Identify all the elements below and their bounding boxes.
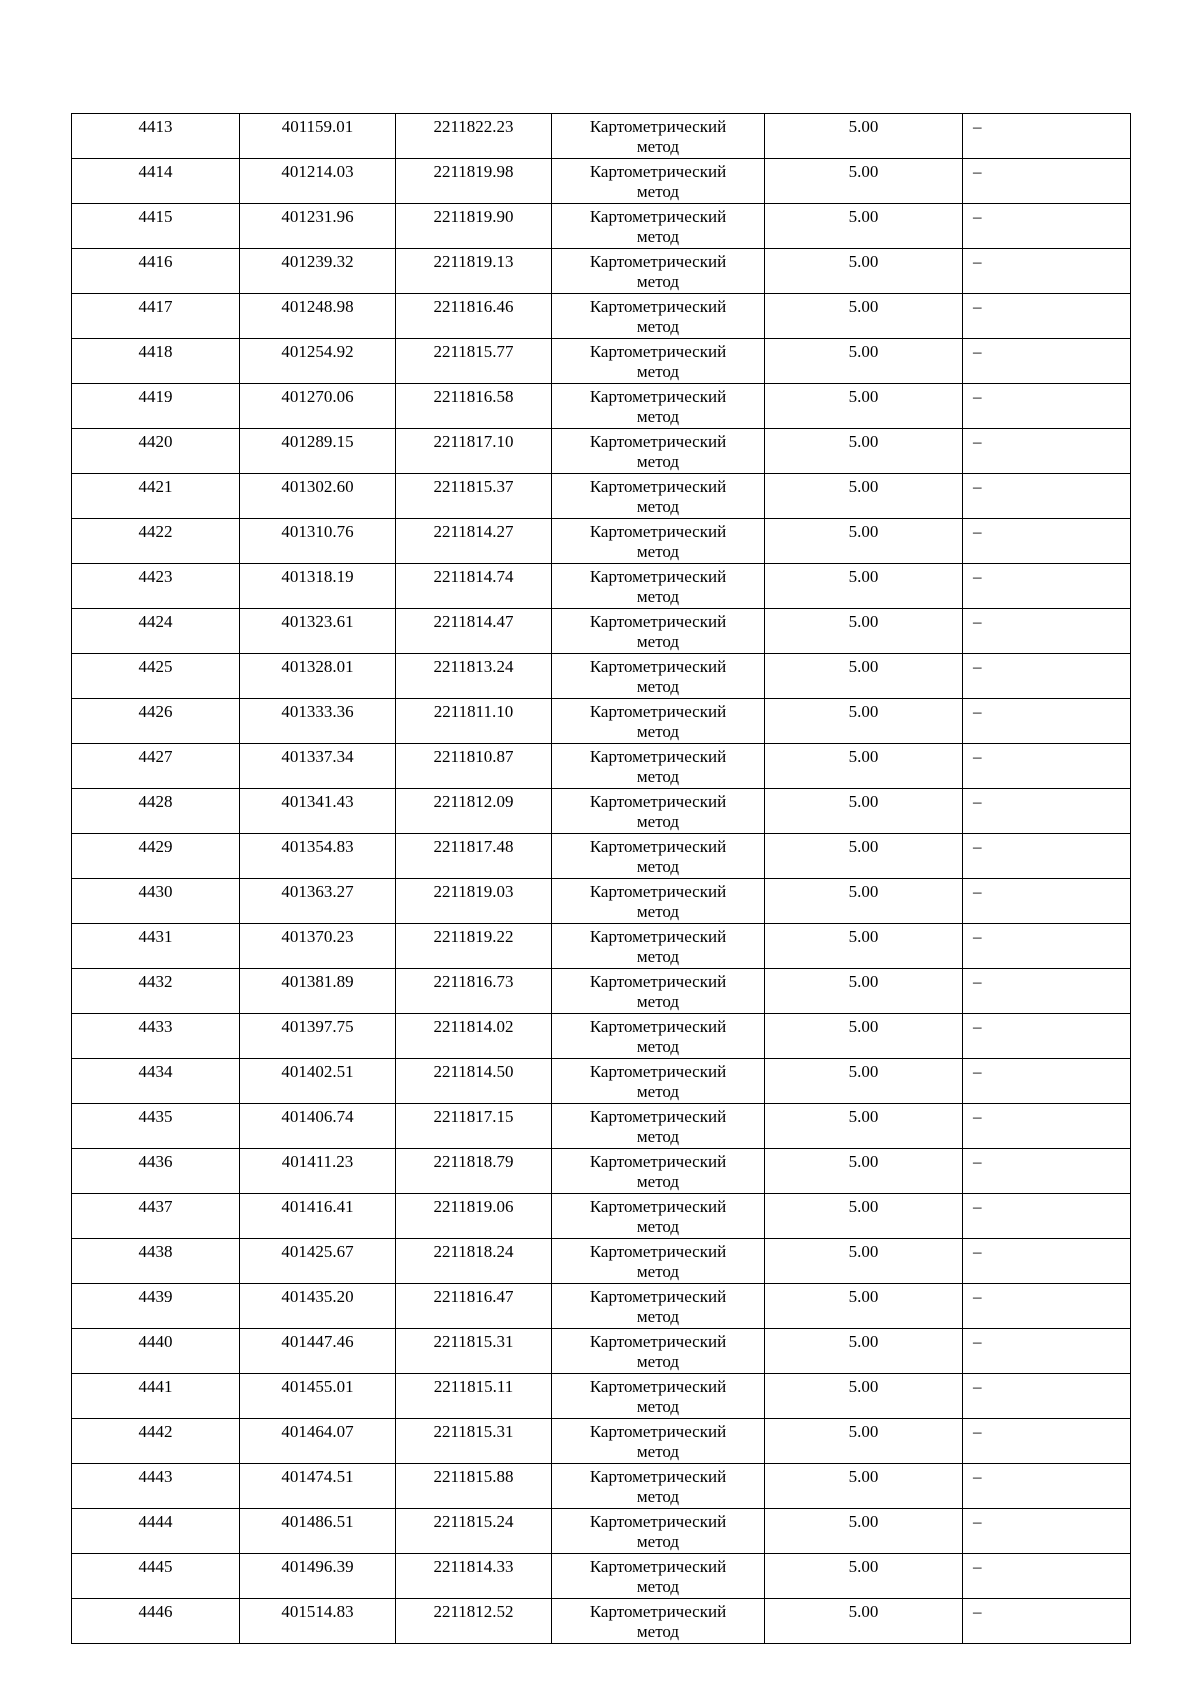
method-text: Картометрический метод (589, 297, 727, 336)
point-number-cell: 4422 (72, 519, 240, 564)
point-number-cell: 4427 (72, 744, 240, 789)
note-cell: – (963, 1374, 1131, 1419)
x-coordinate-cell: 401159.01 (240, 114, 396, 159)
x-coordinate-cell: 401486.51 (240, 1509, 396, 1554)
note-cell: – (963, 654, 1131, 699)
precision-cell: 5.00 (765, 609, 963, 654)
method-cell (552, 1149, 765, 1194)
method-cell (552, 699, 765, 744)
method-text: Картометрический метод (589, 1467, 727, 1506)
method-cell (552, 474, 765, 519)
method-cell (552, 1554, 765, 1599)
method-text: Картометрический метод (589, 837, 727, 876)
point-number-cell: 4443 (72, 1464, 240, 1509)
y-coordinate-cell: 2211818.24 (396, 1239, 552, 1284)
point-number-cell: 4413 (72, 114, 240, 159)
method-text: Картометрический метод (589, 432, 727, 471)
y-coordinate-cell: 2211814.47 (396, 609, 552, 654)
method-text: Картометрический метод (589, 1287, 727, 1326)
precision-cell: 5.00 (765, 699, 963, 744)
point-number-cell: 4424 (72, 609, 240, 654)
x-coordinate-cell: 401435.20 (240, 1284, 396, 1329)
y-coordinate-cell: 2211816.73 (396, 969, 552, 1014)
precision-cell: 5.00 (765, 1554, 963, 1599)
precision-cell: 5.00 (765, 1509, 963, 1554)
note-cell: – (963, 834, 1131, 879)
precision-cell: 5.00 (765, 1014, 963, 1059)
x-coordinate-cell: 401354.83 (240, 834, 396, 879)
y-coordinate-cell: 2211814.02 (396, 1014, 552, 1059)
note-cell: – (963, 249, 1131, 294)
precision-cell: 5.00 (765, 474, 963, 519)
method-text: Картометрический метод (589, 1107, 727, 1146)
note-cell: – (963, 924, 1131, 969)
y-coordinate-cell: 2211812.52 (396, 1599, 552, 1644)
y-coordinate-cell: 2211814.74 (396, 564, 552, 609)
method-cell (552, 384, 765, 429)
note-cell: – (963, 609, 1131, 654)
method-cell (552, 1239, 765, 1284)
y-coordinate-cell: 2211815.31 (396, 1329, 552, 1374)
precision-cell: 5.00 (765, 1419, 963, 1464)
table-row (72, 1554, 1131, 1599)
x-coordinate-cell: 401397.75 (240, 1014, 396, 1059)
precision-cell: 5.00 (765, 1059, 963, 1104)
method-text: Картометрический метод (589, 522, 727, 561)
point-number-cell: 4420 (72, 429, 240, 474)
method-cell (552, 1509, 765, 1554)
precision-cell: 5.00 (765, 429, 963, 474)
note-cell: – (963, 564, 1131, 609)
method-text: Картометрический метод (589, 387, 727, 426)
table-row (72, 1194, 1131, 1239)
point-number-cell: 4431 (72, 924, 240, 969)
note-cell: – (963, 1059, 1131, 1104)
note-cell: – (963, 384, 1131, 429)
table-row (72, 879, 1131, 924)
y-coordinate-cell: 2211817.10 (396, 429, 552, 474)
method-cell (552, 249, 765, 294)
precision-cell: 5.00 (765, 564, 963, 609)
precision-cell: 5.00 (765, 1599, 963, 1644)
x-coordinate-cell: 401363.27 (240, 879, 396, 924)
y-coordinate-cell: 2211812.09 (396, 789, 552, 834)
method-cell (552, 744, 765, 789)
y-coordinate-cell: 2211815.24 (396, 1509, 552, 1554)
method-cell (552, 294, 765, 339)
precision-cell: 5.00 (765, 924, 963, 969)
x-coordinate-cell: 401447.46 (240, 1329, 396, 1374)
y-coordinate-cell: 2211816.47 (396, 1284, 552, 1329)
method-text: Картометрический метод (589, 567, 727, 606)
note-cell: – (963, 474, 1131, 519)
table-row (72, 204, 1131, 249)
y-coordinate-cell: 2211817.48 (396, 834, 552, 879)
point-number-cell: 4419 (72, 384, 240, 429)
method-cell (552, 1374, 765, 1419)
note-cell: – (963, 1239, 1131, 1284)
y-coordinate-cell: 2211819.13 (396, 249, 552, 294)
table-row (72, 384, 1131, 429)
method-text: Картометрический метод (589, 1242, 727, 1281)
x-coordinate-cell: 401496.39 (240, 1554, 396, 1599)
table-row (72, 294, 1131, 339)
x-coordinate-cell: 401411.23 (240, 1149, 396, 1194)
y-coordinate-cell: 2211814.33 (396, 1554, 552, 1599)
precision-cell: 5.00 (765, 789, 963, 834)
note-cell: – (963, 1509, 1131, 1554)
note-cell: – (963, 1419, 1131, 1464)
coordinates-table (71, 113, 1131, 1644)
note-cell: – (963, 294, 1131, 339)
table-row (72, 834, 1131, 879)
point-number-cell: 4414 (72, 159, 240, 204)
method-cell (552, 789, 765, 834)
method-text: Картометрический метод (589, 1422, 727, 1461)
y-coordinate-cell: 2211815.11 (396, 1374, 552, 1419)
table-row (72, 1599, 1131, 1644)
table-row (72, 654, 1131, 699)
precision-cell: 5.00 (765, 969, 963, 1014)
method-cell (552, 879, 765, 924)
method-cell (552, 204, 765, 249)
note-cell: – (963, 519, 1131, 564)
point-number-cell: 4445 (72, 1554, 240, 1599)
method-text: Картометрический метод (589, 792, 727, 831)
y-coordinate-cell: 2211814.50 (396, 1059, 552, 1104)
point-number-cell: 4446 (72, 1599, 240, 1644)
method-cell (552, 1329, 765, 1374)
table-row (72, 1329, 1131, 1374)
point-number-cell: 4429 (72, 834, 240, 879)
method-text: Картометрический метод (589, 1062, 727, 1101)
point-number-cell: 4433 (72, 1014, 240, 1059)
table-row (72, 1374, 1131, 1419)
point-number-cell: 4439 (72, 1284, 240, 1329)
method-text: Картометрический метод (589, 162, 727, 201)
method-cell (552, 339, 765, 384)
y-coordinate-cell: 2211815.77 (396, 339, 552, 384)
x-coordinate-cell: 401514.83 (240, 1599, 396, 1644)
note-cell: – (963, 339, 1131, 384)
x-coordinate-cell: 401318.19 (240, 564, 396, 609)
table-row (72, 1149, 1131, 1194)
precision-cell: 5.00 (765, 294, 963, 339)
point-number-cell: 4444 (72, 1509, 240, 1554)
note-cell: – (963, 744, 1131, 789)
precision-cell: 5.00 (765, 1284, 963, 1329)
y-coordinate-cell: 2211815.88 (396, 1464, 552, 1509)
y-coordinate-cell: 2211811.10 (396, 699, 552, 744)
x-coordinate-cell: 401328.01 (240, 654, 396, 699)
note-cell: – (963, 699, 1131, 744)
x-coordinate-cell: 401455.01 (240, 1374, 396, 1419)
method-cell (552, 834, 765, 879)
note-cell: – (963, 1014, 1131, 1059)
y-coordinate-cell: 2211810.87 (396, 744, 552, 789)
point-number-cell: 4432 (72, 969, 240, 1014)
method-text: Картометрический метод (589, 927, 727, 966)
x-coordinate-cell: 401370.23 (240, 924, 396, 969)
x-coordinate-cell: 401323.61 (240, 609, 396, 654)
point-number-cell: 4434 (72, 1059, 240, 1104)
x-coordinate-cell: 401239.32 (240, 249, 396, 294)
point-number-cell: 4437 (72, 1194, 240, 1239)
note-cell: – (963, 879, 1131, 924)
method-text: Картометрический метод (589, 747, 727, 786)
table-row (72, 1419, 1131, 1464)
precision-cell: 5.00 (765, 384, 963, 429)
method-text: Картометрический метод (589, 477, 727, 516)
precision-cell: 5.00 (765, 339, 963, 384)
method-text: Картометрический метод (589, 972, 727, 1011)
point-number-cell: 4426 (72, 699, 240, 744)
point-number-cell: 4416 (72, 249, 240, 294)
point-number-cell: 4438 (72, 1239, 240, 1284)
table-row (72, 1059, 1131, 1104)
table-row (72, 744, 1131, 789)
precision-cell: 5.00 (765, 1464, 963, 1509)
method-text: Картометрический метод (589, 207, 727, 246)
x-coordinate-cell: 401402.51 (240, 1059, 396, 1104)
point-number-cell: 4418 (72, 339, 240, 384)
table-row (72, 114, 1131, 159)
x-coordinate-cell: 401254.92 (240, 339, 396, 384)
x-coordinate-cell: 401406.74 (240, 1104, 396, 1149)
x-coordinate-cell: 401270.06 (240, 384, 396, 429)
method-text: Картометрический метод (589, 657, 727, 696)
note-cell: – (963, 1149, 1131, 1194)
x-coordinate-cell: 401416.41 (240, 1194, 396, 1239)
precision-cell: 5.00 (765, 1104, 963, 1149)
table-row (72, 924, 1131, 969)
note-cell: – (963, 159, 1131, 204)
method-cell (552, 519, 765, 564)
method-cell (552, 1419, 765, 1464)
method-cell (552, 1014, 765, 1059)
method-text: Картометрический метод (589, 342, 727, 381)
x-coordinate-cell: 401310.76 (240, 519, 396, 564)
coordinates-table-body (72, 114, 1131, 1644)
table-row (72, 969, 1131, 1014)
table-row (72, 249, 1131, 294)
y-coordinate-cell: 2211818.79 (396, 1149, 552, 1194)
y-coordinate-cell: 2211816.58 (396, 384, 552, 429)
x-coordinate-cell: 401474.51 (240, 1464, 396, 1509)
point-number-cell: 4435 (72, 1104, 240, 1149)
table-row (72, 519, 1131, 564)
method-cell (552, 1464, 765, 1509)
x-coordinate-cell: 401464.07 (240, 1419, 396, 1464)
method-text: Картометрический метод (589, 1197, 727, 1236)
precision-cell: 5.00 (765, 204, 963, 249)
precision-cell: 5.00 (765, 1194, 963, 1239)
method-text: Картометрический метод (589, 1557, 727, 1596)
table-row (72, 564, 1131, 609)
method-cell (552, 654, 765, 699)
y-coordinate-cell: 2211819.98 (396, 159, 552, 204)
precision-cell: 5.00 (765, 519, 963, 564)
precision-cell: 5.00 (765, 159, 963, 204)
point-number-cell: 4436 (72, 1149, 240, 1194)
table-row (72, 1239, 1131, 1284)
note-cell: – (963, 1104, 1131, 1149)
point-number-cell: 4417 (72, 294, 240, 339)
note-cell: – (963, 1284, 1131, 1329)
table-row (72, 1014, 1131, 1059)
table-row (72, 1464, 1131, 1509)
precision-cell: 5.00 (765, 249, 963, 294)
y-coordinate-cell: 2211815.37 (396, 474, 552, 519)
x-coordinate-cell: 401333.36 (240, 699, 396, 744)
method-text: Картометрический метод (589, 702, 727, 741)
y-coordinate-cell: 2211814.27 (396, 519, 552, 564)
note-cell: – (963, 1554, 1131, 1599)
method-text: Картометрический метод (589, 1512, 727, 1551)
y-coordinate-cell: 2211819.90 (396, 204, 552, 249)
table-row (72, 1509, 1131, 1554)
note-cell: – (963, 1599, 1131, 1644)
precision-cell: 5.00 (765, 744, 963, 789)
y-coordinate-cell: 2211815.31 (396, 1419, 552, 1464)
method-cell (552, 609, 765, 654)
method-text: Картометрический метод (589, 1602, 727, 1641)
precision-cell: 5.00 (765, 1374, 963, 1419)
method-cell (552, 1104, 765, 1149)
x-coordinate-cell: 401214.03 (240, 159, 396, 204)
x-coordinate-cell: 401337.34 (240, 744, 396, 789)
y-coordinate-cell: 2211813.24 (396, 654, 552, 699)
precision-cell: 5.00 (765, 1329, 963, 1374)
method-cell (552, 1284, 765, 1329)
precision-cell: 5.00 (765, 879, 963, 924)
note-cell: – (963, 429, 1131, 474)
note-cell: – (963, 969, 1131, 1014)
table-row (72, 699, 1131, 744)
precision-cell: 5.00 (765, 834, 963, 879)
precision-cell: 5.00 (765, 1149, 963, 1194)
method-text: Картометрический метод (589, 252, 727, 291)
x-coordinate-cell: 401289.15 (240, 429, 396, 474)
note-cell: – (963, 114, 1131, 159)
method-text: Картометрический метод (589, 1017, 727, 1056)
precision-cell: 5.00 (765, 1239, 963, 1284)
method-cell (552, 924, 765, 969)
y-coordinate-cell: 2211819.03 (396, 879, 552, 924)
method-cell (552, 564, 765, 609)
x-coordinate-cell: 401231.96 (240, 204, 396, 249)
method-cell (552, 1059, 765, 1104)
x-coordinate-cell: 401381.89 (240, 969, 396, 1014)
note-cell: – (963, 1464, 1131, 1509)
note-cell: – (963, 789, 1131, 834)
point-number-cell: 4423 (72, 564, 240, 609)
method-text: Картометрический метод (589, 1332, 727, 1371)
precision-cell: 5.00 (765, 654, 963, 699)
method-text: Картометрический метод (589, 882, 727, 921)
y-coordinate-cell: 2211819.22 (396, 924, 552, 969)
table-row (72, 1284, 1131, 1329)
y-coordinate-cell: 2211817.15 (396, 1104, 552, 1149)
note-cell: – (963, 1194, 1131, 1239)
table-row (72, 1104, 1131, 1149)
point-number-cell: 4425 (72, 654, 240, 699)
table-row (72, 609, 1131, 654)
method-text: Картометрический метод (589, 1377, 727, 1416)
precision-cell: 5.00 (765, 114, 963, 159)
table-row (72, 429, 1131, 474)
y-coordinate-cell: 2211822.23 (396, 114, 552, 159)
method-cell (552, 114, 765, 159)
point-number-cell: 4428 (72, 789, 240, 834)
table-row (72, 789, 1131, 834)
method-text: Картометрический метод (589, 1152, 727, 1191)
method-cell (552, 159, 765, 204)
x-coordinate-cell: 401425.67 (240, 1239, 396, 1284)
method-cell (552, 1194, 765, 1239)
point-number-cell: 4441 (72, 1374, 240, 1419)
point-number-cell: 4442 (72, 1419, 240, 1464)
x-coordinate-cell: 401302.60 (240, 474, 396, 519)
point-number-cell: 4430 (72, 879, 240, 924)
point-number-cell: 4421 (72, 474, 240, 519)
point-number-cell: 4440 (72, 1329, 240, 1374)
y-coordinate-cell: 2211816.46 (396, 294, 552, 339)
method-cell (552, 969, 765, 1014)
method-text: Картометрический метод (589, 117, 727, 156)
y-coordinate-cell: 2211819.06 (396, 1194, 552, 1239)
table-row (72, 159, 1131, 204)
point-number-cell: 4415 (72, 204, 240, 249)
x-coordinate-cell: 401341.43 (240, 789, 396, 834)
table-row (72, 339, 1131, 384)
x-coordinate-cell: 401248.98 (240, 294, 396, 339)
method-cell (552, 1599, 765, 1644)
note-cell: – (963, 204, 1131, 249)
table-row (72, 474, 1131, 519)
method-cell (552, 429, 765, 474)
note-cell: – (963, 1329, 1131, 1374)
method-text: Картометрический метод (589, 612, 727, 651)
